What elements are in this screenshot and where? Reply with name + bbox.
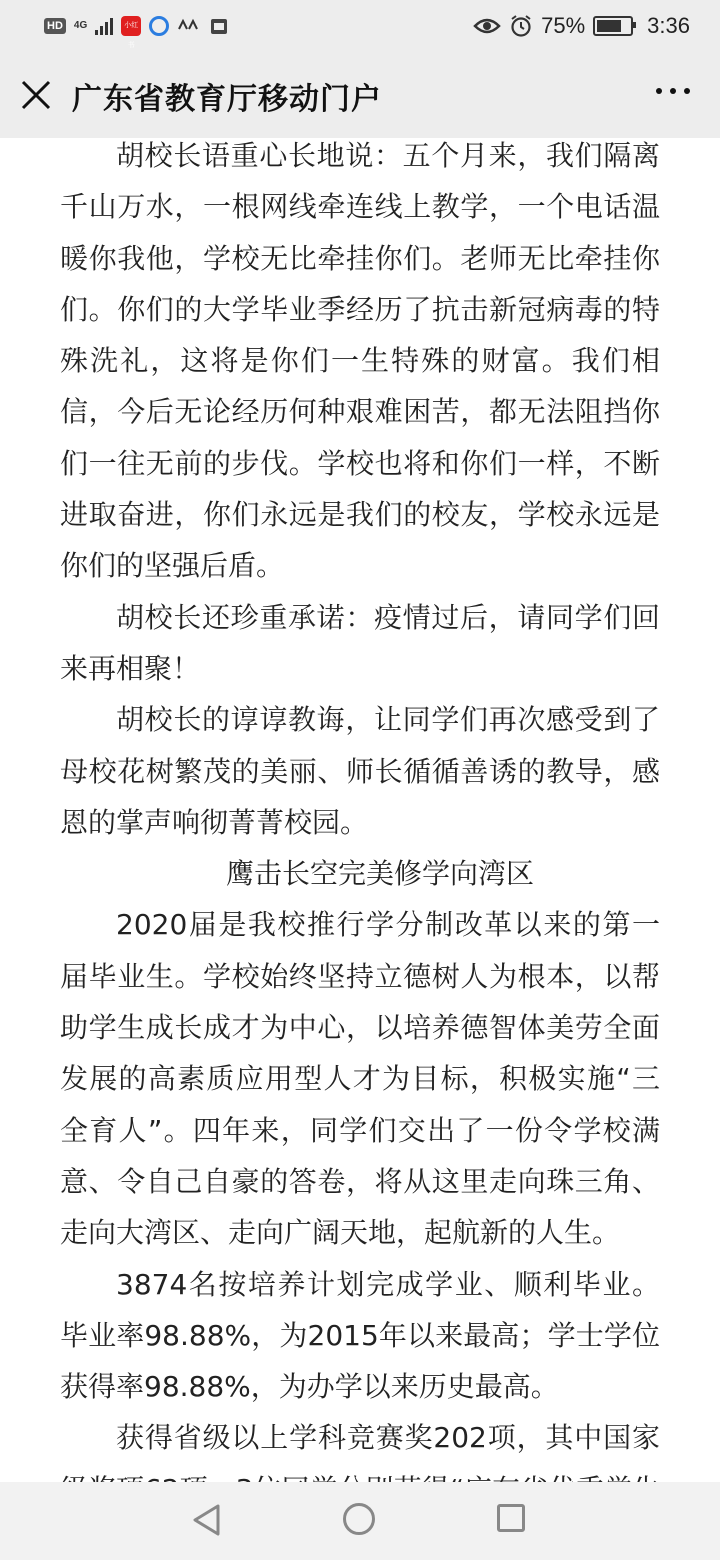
article-paragraph: 胡校长的谆谆教诲，让同学们再次感受到了母校花树繁茂的美丽、师长循循善诱的教导，感恩的掌声响彻菁菁校园。 xyxy=(60,703,660,839)
battery-icon xyxy=(593,16,633,36)
recent-apps-icon[interactable] xyxy=(497,1504,525,1532)
article-paragraph: 3874名按培养计划完成学业、顺利毕业。毕业率98.88%，为2015年以来最高；学士学位获得率98.88%，为办学以来历史最高。 xyxy=(60,1267,660,1404)
page-title: 广东省教育厅移动门户 xyxy=(72,82,382,117)
article-content[interactable] xyxy=(0,138,720,1482)
close-icon[interactable] xyxy=(18,77,54,113)
clock: 3:36 xyxy=(647,13,690,38)
signal-icon xyxy=(95,17,113,35)
more-icon[interactable] xyxy=(656,88,690,94)
home-icon[interactable] xyxy=(343,1503,375,1535)
hd-icon: HD xyxy=(44,18,66,34)
browser-icon xyxy=(149,16,169,36)
title-bar xyxy=(0,52,720,138)
article-paragraph: 获得省级以上学科竞赛奖202项，其中国家 xyxy=(116,1421,660,1455)
app-icon: 小红书 xyxy=(121,16,141,36)
section-heading: 鹰击长空完美修学向湾区 xyxy=(225,857,534,891)
status-bar-right xyxy=(473,12,690,40)
article-paragraph: 胡校长还珍重承诺：疫情过后，请同学们回来再相聚！ xyxy=(60,600,660,685)
back-icon[interactable] xyxy=(190,1502,224,1538)
status-bar xyxy=(0,0,720,52)
status-bar-left xyxy=(44,14,229,49)
system-nav-bar xyxy=(0,1482,720,1560)
more-dot xyxy=(656,88,662,94)
app-icon xyxy=(209,16,229,36)
app-icon xyxy=(177,17,201,35)
network-type-label: 4G xyxy=(73,20,88,31)
eye-icon xyxy=(473,16,501,36)
more-dot xyxy=(670,88,676,94)
battery-percent: 75% xyxy=(541,13,586,38)
more-dot xyxy=(684,88,690,94)
article-paragraph: 胡校长语重心长地说：五个月来，我们隔离千山万水，一根网线牵连线上教学，一个电话温暖你我他，学校无比牵挂你们。老师无比牵挂你们。你们的大学毕业季经历了抗击新冠病毒的特殊洗礼，这将是你们一生特殊的财富。我们相信，今后无论经历何种艰难困苦，都无法阻挡你们一往无前的步伐。学校也将和你们一样，不断进取奋进，你们永远是我们的校友，学校永远是你们的坚强后盾。 xyxy=(60,139,660,583)
article-body xyxy=(60,130,660,1515)
article-paragraph: 2020届是我校推行学分制改革以来的第一届毕业生。学校始终坚持立德树人为根本，以帮助学生成长成才为中心，以培养德智体美劳全面发展的高素质应用型人才为目标，积极实施“三全育人”。四年来，同学们交出了一份令学校满意、令自己自豪的答卷，将从这里走向珠三角、走向大湾区、走向广阔天地，起航新的人生。 xyxy=(60,908,660,1250)
alarm-icon xyxy=(509,14,533,38)
